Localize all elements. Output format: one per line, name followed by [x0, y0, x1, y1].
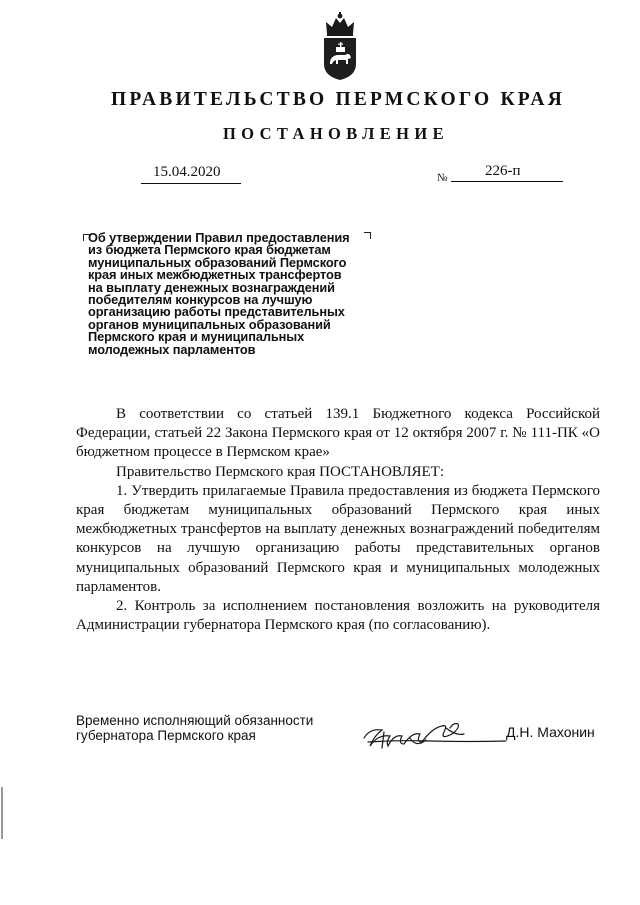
- item-2-paragraph: 2. Контроль за исполнением постановления возложить на руководителя Администрации губернатора Пермского края (по согласованию).: [76, 598, 600, 634]
- document-body: [76, 405, 600, 635]
- date-underline: [141, 183, 241, 184]
- signatory-position: [76, 713, 366, 743]
- document-type: ПОСТАНОВЛЕНИЕ: [222, 124, 450, 143]
- government-title: ПРАВИТЕЛЬСТВО ПЕРМСКОГО КРАЯ: [111, 89, 565, 110]
- position-line: Временно исполняющий обязанности: [76, 713, 314, 728]
- scan-edge-mark: [1, 787, 3, 839]
- document-number: 226-п: [485, 163, 521, 179]
- subject-line: на выплату денежных вознаграждений: [88, 279, 335, 295]
- subject-line: организацию работы представительных: [88, 304, 345, 320]
- subject-line: Об утверждении Правил предоставления: [88, 230, 350, 245]
- subject-line: муниципальных образований Пермского: [88, 254, 347, 270]
- subject-line: Пермского края и муниципальных: [88, 329, 305, 345]
- subject-line: победителям конкурсов на лучшую: [88, 292, 313, 308]
- coat-of-arms-icon: [318, 12, 362, 82]
- number-sign: №: [437, 172, 448, 184]
- handwritten-signature: [360, 714, 510, 754]
- subject-line: края иных межбюджетных трансфертов: [88, 267, 342, 283]
- subject-line: органов муниципальных образований: [88, 316, 331, 332]
- resolves-paragraph: Правительство Пермского края ПОСТАНОВЛЯЕТ:: [116, 463, 445, 480]
- position-line: губернатора Пермского края: [76, 728, 256, 743]
- signer-name: Д.Н. Махонин: [506, 724, 595, 740]
- item-1-paragraph: 1. Утвердить прилагаемые Правила предоставления из бюджета Пермского края бюджетам муниципальных образований Пермского края иных межбюджетных трансфертов на выплату денежных вознаграждений победителям конкурсов на лучшую организацию работы представительных органов муниципальных образований Пермского края и муниципальных молодежных парламентов.: [76, 482, 600, 595]
- number-underline: [451, 181, 563, 182]
- document-subject: [88, 232, 388, 356]
- subject-line: из бюджета Пермского края бюджетам: [88, 242, 331, 258]
- preamble-paragraph: В соответствии со статьей 139.1 Бюджетного кодекса Российской Федерации, статьей 22 Закона Пермского края от 12 октября 2007 г. № 111-ПК «О бюджетном процессе в Пермском крае»: [76, 406, 600, 461]
- document-date: 15.04.2020: [153, 164, 221, 180]
- subject-line: молодежных парламентов: [88, 341, 256, 357]
